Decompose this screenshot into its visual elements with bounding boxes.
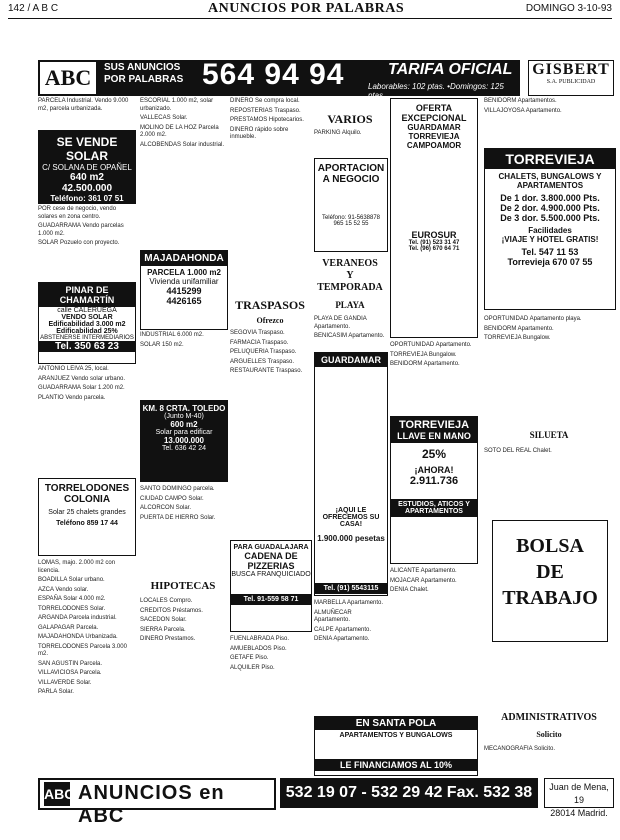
veraneos-l2: Y TEMPORADA xyxy=(317,270,383,293)
ad-torrelodones-l2: COLONIA xyxy=(63,494,111,505)
gisbert-name: GISBERT xyxy=(532,61,610,78)
list-item: AMUEBLADOS Piso. xyxy=(230,645,287,652)
column-3 xyxy=(230,98,310,144)
list-item: MECANOGRAFIA Solicito. xyxy=(484,746,556,752)
bottom-abc-logo: ABC xyxy=(44,782,70,806)
list-item: PARLA Solar. xyxy=(38,689,74,695)
list-item: SACEDON Solar. xyxy=(140,617,187,623)
column-3c xyxy=(230,636,310,674)
bottom-abc-box xyxy=(38,778,276,827)
list-item: DINERO Se compra local. xyxy=(230,98,300,104)
ad-toledo-l6: Tel. 636 42 24 xyxy=(162,445,206,452)
ad-oferta-l5: CAMPOAMOR xyxy=(406,141,462,150)
column-3b xyxy=(230,330,310,378)
ad-toledo-l1: KM. 8 CRTA. TOLEDO xyxy=(142,404,226,413)
column-2b xyxy=(140,332,226,351)
list-item: FUENLABRADA Piso. xyxy=(230,636,290,642)
list-item: ESCORIAL 1.000 m2, solar urbanizado. xyxy=(140,98,214,112)
ad-bolsa-l2: DE xyxy=(536,561,564,583)
section-playa: PLAYA xyxy=(335,300,365,310)
ad-torrevieja-llave xyxy=(390,416,478,564)
banner-text xyxy=(104,62,183,86)
column-4c xyxy=(314,600,386,646)
ad-torrevieja-llave-l4: ¡AHORA! xyxy=(414,465,454,475)
list-item: ALQUILER Piso. xyxy=(230,664,275,671)
ad-aportacion-l2: A NEGOCIO xyxy=(322,174,380,185)
column-5b xyxy=(390,568,476,597)
list-item: DINERO Prestamos. xyxy=(140,636,196,642)
banner-dark xyxy=(98,58,520,100)
ad-chamartin-l1: PINAR DE CHAMARTÍN xyxy=(39,283,135,307)
tarifa-title: TARIFA OFICIAL xyxy=(388,61,513,78)
ad-solar-l1: SE VENDE SOLAR xyxy=(56,135,118,163)
ad-aportacion-l4: 965 15 52 55 xyxy=(333,221,369,227)
ad-guardamar-l3: 1.900.000 pesetas xyxy=(317,534,385,543)
ad-solar xyxy=(38,130,136,204)
ad-oferta-l2: EXCEPCIONAL xyxy=(401,113,467,123)
ad-torrevieja xyxy=(484,148,616,310)
veraneos-l1: VERANEOS xyxy=(322,258,378,269)
column-6d xyxy=(484,746,614,756)
list-item: BENIDORM Apartamento. xyxy=(390,361,460,367)
column-5 xyxy=(390,342,476,371)
list-item: TORRELODONES Solar. xyxy=(38,605,106,612)
ad-oferta-l7: Tel. (91) 523 31 47 xyxy=(408,240,460,246)
list-item: BENIDORM Apartamento. xyxy=(484,325,554,332)
list-item: MARBELLA Apartamento. xyxy=(314,600,384,606)
list-item: SOLAR Pozuelo con proyecto. xyxy=(38,240,120,246)
ad-oferta-l1: OFERTA xyxy=(415,103,453,113)
ad-guadalajara-l3: PIZZERIAS xyxy=(247,561,295,571)
list-item: CREDITOS Préstamos. xyxy=(140,607,203,614)
list-item: VILLAVICIOSA Parcela. xyxy=(38,670,102,676)
banner-line1: SUS ANUNCIOS xyxy=(104,62,181,73)
list-item: PUERTA DE HIERRO Solar. xyxy=(140,514,216,521)
list-item: ALICANTE Apartamento. xyxy=(390,568,457,574)
column-1c xyxy=(38,366,134,404)
column-1d xyxy=(38,560,134,699)
column-4 xyxy=(314,130,386,140)
ad-torrelodones-l4: Teléfono 859 17 44 xyxy=(56,520,118,527)
list-item: PRESTAMOS Hipotecarios. xyxy=(230,117,304,123)
section-administrativos: ADMINISTRATIVOS xyxy=(501,712,597,723)
ad-majadahonda-l3: Vivienda unifamiliar xyxy=(149,277,219,286)
page-number: 142 / A B C xyxy=(8,3,59,14)
list-item: ESPAÑA Solar 4.000 m2. xyxy=(38,596,106,602)
address-line2: 28014 Madrid. xyxy=(550,808,608,818)
list-item: GETAFE Piso. xyxy=(230,655,269,661)
list-item: LOCALES Compro. xyxy=(140,598,193,604)
list-item: MAJADAHONDA Urbanizada. xyxy=(38,634,118,640)
column-6c xyxy=(484,448,614,458)
ad-torrevieja-llave-l2: LLAVE EN MANO xyxy=(397,431,471,441)
list-item: AZCA Vendo solar. xyxy=(38,586,89,593)
ad-toledo xyxy=(140,400,228,482)
column-1 xyxy=(38,98,134,115)
ad-majadahonda xyxy=(140,250,228,330)
list-item: FARMACIA Traspaso. xyxy=(230,339,289,346)
ad-torrevieja-l6: Facilidades xyxy=(528,226,572,235)
ad-torrevieja-llave-l6: ESTUDIOS, ATICOS Y APARTAMENTOS xyxy=(391,499,477,517)
ad-oferta xyxy=(390,98,478,338)
ad-guadalajara-l4: BUSCA FRANQUICIADO xyxy=(231,571,311,578)
traspasos-ofrezco: Ofrezco xyxy=(256,316,284,325)
list-item: CIUDAD CAMPO Solar. xyxy=(140,495,204,502)
ad-majadahonda-l5: 4426165 xyxy=(166,296,202,306)
list-item: MOJACAR Apartamento. xyxy=(390,577,457,584)
ad-guardamar-l2: ¡AQUI LE OFRECEMOS SU CASA! xyxy=(322,507,380,528)
ad-aportacion xyxy=(314,158,388,252)
ad-majadahonda-l1: MAJADAHONDA xyxy=(141,251,227,266)
list-item: TORREVIEJA Bungalow. xyxy=(390,351,457,358)
banner-line2: POR PALABRAS xyxy=(104,74,184,85)
ad-solar-l5: Teléfono: 361 07 51 xyxy=(50,194,124,203)
ad-torrevieja-l5: De 3 dor. 5.500.000 Pts. xyxy=(500,213,600,223)
list-item: LOMAS, majo. 2.000 m2 con licencia. xyxy=(38,560,116,574)
ad-oferta-l6: EUROSUR xyxy=(411,230,457,240)
ad-torrevieja-l9: Torrevieja 670 07 55 xyxy=(507,257,593,267)
ad-chamartin-l3: VENDO SOLAR xyxy=(61,314,113,321)
list-item: REPOSTERIAS Traspaso. xyxy=(230,107,301,114)
column-4b xyxy=(314,316,386,343)
bottom-address xyxy=(544,778,614,818)
ad-solar-l2: C/ SOLANA DE OPAÑEL xyxy=(42,163,132,172)
ad-guadalajara xyxy=(230,540,312,632)
column-2 xyxy=(140,98,226,151)
ad-guadalajara-l1: PARA GUADALAJARA xyxy=(233,544,309,551)
list-item: DINERO rápido sobre inmueble. xyxy=(230,126,289,140)
ad-toledo-l3: 600 m2 xyxy=(170,420,198,429)
list-item: SANTO DOMINGO parcela. xyxy=(140,486,215,492)
ad-santa-pola-l2: APARTAMENTOS Y BUNGALOWS xyxy=(339,732,453,739)
ad-torrevieja-llave-l1: TORREVIEJA xyxy=(398,419,470,431)
ad-toledo-l5: 13.000.000 xyxy=(163,436,205,445)
ad-torrelodones-l3: Solar 25 chalets grandes xyxy=(48,509,126,516)
ad-toledo-l2: (Junto M-40) xyxy=(164,413,204,420)
bottom-label: ANUNCIOS en ABC xyxy=(78,782,225,827)
list-item: SOTO DEL REAL Chalet. xyxy=(484,448,552,454)
ad-santa-pola-l3: LE FINANCIAMOS AL 10% xyxy=(315,759,477,771)
list-item: VALLECAS Solar. xyxy=(140,115,188,121)
tarifa-sub: Laborables: 102 ptas. •Domingos: 125 ptas. xyxy=(368,82,504,100)
list-item: SEGOVIA Traspaso. xyxy=(230,330,285,336)
list-item: RESTAURANTE Traspaso. xyxy=(230,368,303,374)
ad-bolsa-l1: BOLSA xyxy=(516,535,584,557)
ad-guardamar xyxy=(314,352,388,596)
ad-guadalajara-l5: Tel. 91-559 58 71 xyxy=(231,594,311,605)
ad-torrevieja-l2: CHALETS, BUNGALOWS Y APARTAMENTOS xyxy=(498,172,602,190)
ad-chamartin-l6: ABSTENERSE INTERMEDIARIOS xyxy=(40,335,134,341)
list-item: GUADARRAMA Vendo parcelas 1.000 m2. xyxy=(38,223,124,237)
ad-guardamar-l4: Tel. (91) 5543115 xyxy=(315,583,387,594)
list-item: SAN AGUSTIN Parcela. xyxy=(38,660,103,667)
list-item: ALCOBENDAS Solar industrial. xyxy=(140,141,225,148)
ad-chamartin-l2: calle CALERUEGA xyxy=(57,307,117,314)
column-2d xyxy=(140,598,226,646)
list-item: INDUSTRIAL 6.000 m2. xyxy=(140,332,204,338)
administrativos-solicito: Solicito xyxy=(536,730,562,739)
banner-phone: 564 94 94 xyxy=(202,58,345,91)
ad-bolsa-l3: TRABAJO xyxy=(502,587,598,609)
list-item: ALCORCON Solar. xyxy=(140,505,192,511)
ad-chamartin xyxy=(38,282,136,364)
list-item: VILLAJOYOSA Apartamento. xyxy=(484,107,562,114)
list-item: ARGUELLES Traspaso. xyxy=(230,358,295,365)
list-item: DENIA Chalet. xyxy=(390,587,429,593)
list-item: BOADILLA Solar urbano. xyxy=(38,577,105,583)
section-title: ANUNCIOS POR PALABRAS xyxy=(208,1,405,16)
list-item: BENIDORM Apartamentos. xyxy=(484,98,557,104)
ad-majadahonda-l4: 4415299 xyxy=(166,286,202,296)
column-1b xyxy=(38,206,134,250)
list-item: ALMUÑECAR Apartamento. xyxy=(314,609,352,623)
section-varios: VARIOS xyxy=(327,112,373,126)
list-item: BENICASIM Apartamento. xyxy=(314,333,385,339)
address-line1: Juan de Mena, 19 xyxy=(549,782,609,805)
column-6b xyxy=(484,316,614,345)
ad-oferta-l3: GUARDAMAR xyxy=(407,123,461,132)
list-item: SOLAR 150 m2. xyxy=(140,341,184,348)
gisbert-logo xyxy=(528,60,614,96)
ad-torrevieja-l7: ¡VIAJE Y HOTEL GRATIS! xyxy=(501,235,599,244)
section-veraneos xyxy=(314,258,386,294)
section-hipotecas: HIPOTECAS xyxy=(150,580,216,592)
ad-torrevieja-l3: De 1 dor. 3.800.000 Pts. xyxy=(500,193,600,203)
bottom-strip xyxy=(38,778,614,831)
abc-logo: ABC xyxy=(38,60,98,96)
list-item: VILLAVERDE Solar. xyxy=(38,679,92,686)
list-item: PARKING Alquilo. xyxy=(314,130,362,136)
gisbert-sub: S.A. PUBLICIDAD xyxy=(546,79,596,85)
page-header xyxy=(8,2,612,19)
ad-torrevieja-l4: De 2 dor. 4.900.000 Pts. xyxy=(500,203,600,213)
list-item: PARCELA Industrial. Vendo 9.000 m2, parcela urbanizada. xyxy=(38,98,129,112)
list-item: PELUQUERIA Traspaso. xyxy=(230,349,297,355)
list-item: OPORTUNIDAD Apartamento. xyxy=(390,342,472,348)
list-item: OPORTUNIDAD Apartamento playa. xyxy=(484,316,582,322)
ad-oferta-l8: Tel. (96) 670 64 71 xyxy=(408,246,460,252)
list-item: GALAPAGAR Parcela. xyxy=(38,624,99,631)
ad-aportacion-l3: Teléfono: 91-5638878 xyxy=(321,215,381,221)
ad-solar-l4: 42.500.000 xyxy=(61,183,113,194)
list-item: POR cese de negocio, vendo solares en zona centro. xyxy=(38,206,117,220)
list-item: CALPE Apartamento. xyxy=(314,626,372,633)
ad-chamartin-l5: Edificabilidad 25% xyxy=(56,328,118,335)
ad-torrevieja-llave-l5: 2.911.736 xyxy=(409,475,459,487)
ad-santa-pola-l1: EN SANTA POLA xyxy=(315,717,477,730)
section-siluetas: SILUETA xyxy=(529,430,569,440)
ad-chamartin-l4: Edificabilidad 3.000 m2 xyxy=(48,321,126,328)
ad-santa-pola xyxy=(314,716,478,776)
list-item: TORRELODONES Parcela 3.000 m2. xyxy=(38,643,127,657)
list-item: ARGANDA Parcela industrial. xyxy=(38,615,117,621)
ad-torrevieja-llave-l3: 25% xyxy=(421,447,447,461)
ad-torrevieja-l1: TORREVIEJA xyxy=(485,149,615,169)
ad-torrevieja-llave-head xyxy=(391,417,477,443)
top-banner xyxy=(38,60,614,100)
list-item: ANTONIO LEIVA 25, local. xyxy=(38,366,109,372)
ad-torrevieja-l8: Tel. 547 11 53 xyxy=(521,247,579,257)
bottom-phones: 532 19 07 - 532 29 42 Fax. 532 38 87 xyxy=(280,778,538,808)
ad-torrelodones xyxy=(38,478,136,556)
section-traspasos: TRASPASOS xyxy=(235,298,305,312)
list-item: GUADARRAMA Solar 1.200 m2. xyxy=(38,385,125,391)
list-item: MOLINO DE LA HOZ Parcela 2.000 m2. xyxy=(140,124,219,138)
ad-aportacion-l1: APORTACION xyxy=(317,163,385,174)
ad-torrelodones-l1: TORRELODONES xyxy=(44,483,130,494)
list-item: PLANTIO Vendo parcela. xyxy=(38,394,106,401)
ad-chamartin-l7: Tel. 350 63 23 xyxy=(39,341,135,352)
ad-guadalajara-l2: CADENA DE xyxy=(244,551,298,561)
column-2c xyxy=(140,486,226,524)
list-item: SIERRA Parcela. xyxy=(140,626,186,633)
ad-solar-l3: 640 m2 xyxy=(70,172,104,183)
list-item: DENIA Apartamento. xyxy=(314,636,370,642)
ad-guardamar-l1: GUARDAMAR xyxy=(315,353,387,367)
ad-majadahonda-l2: PARCELA 1.000 m2 xyxy=(147,268,221,277)
page-date: DOMINGO 3-10-93 xyxy=(525,3,612,14)
column-6 xyxy=(484,98,614,117)
list-item: TORREVIEJA Bungalow. xyxy=(484,335,551,341)
ad-toledo-l4: Solar para edificar xyxy=(155,429,213,436)
ad-oferta-l4: TORREVIEJA xyxy=(408,132,460,141)
list-item: PLAYA DE GANDIA Apartamento. xyxy=(314,316,367,330)
ad-bolsa-trabajo xyxy=(492,520,608,642)
list-item: ARANJUEZ Vendo solar urbano. xyxy=(38,375,126,382)
